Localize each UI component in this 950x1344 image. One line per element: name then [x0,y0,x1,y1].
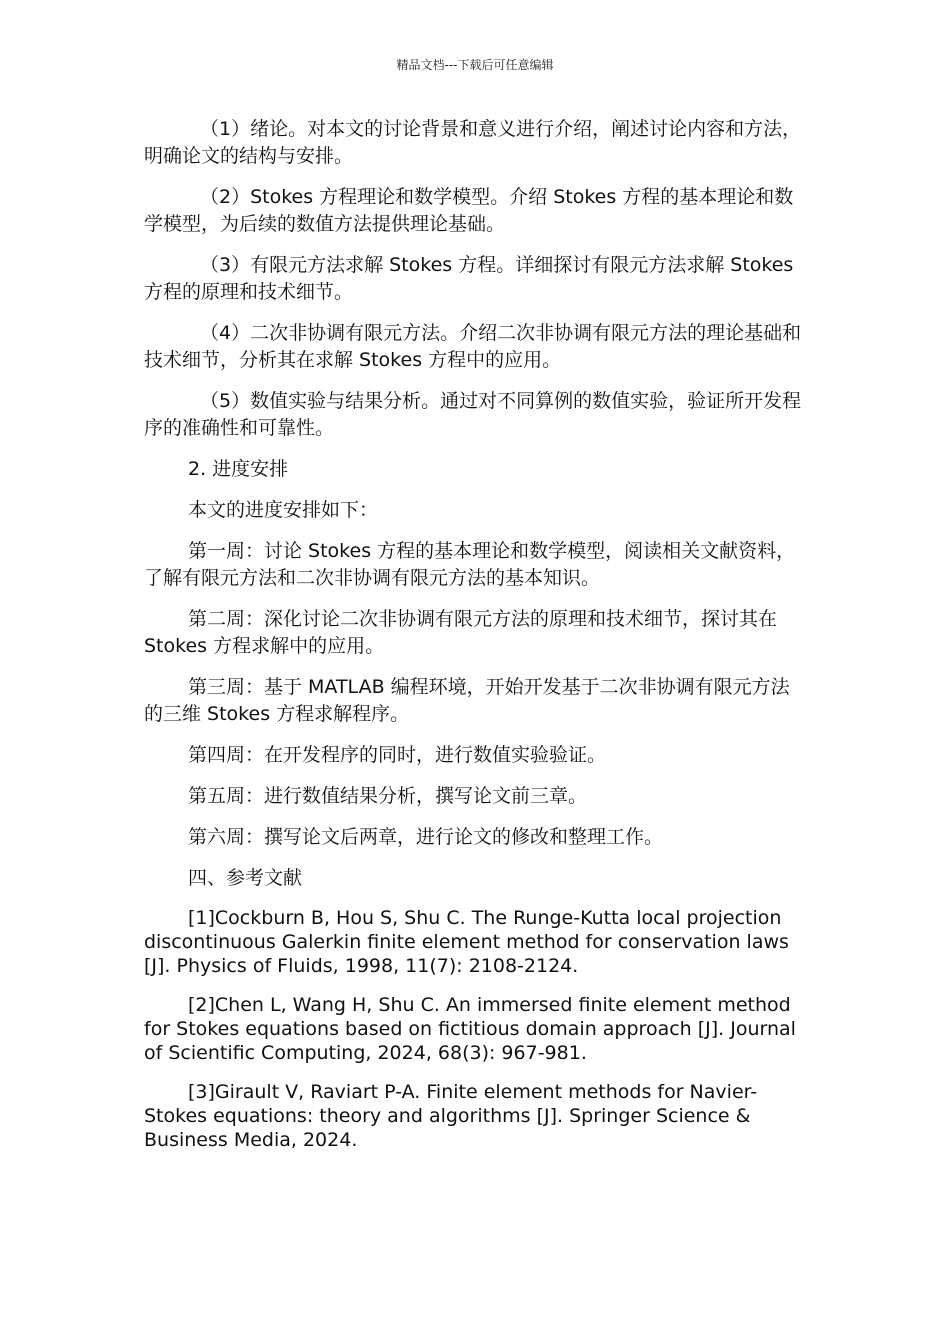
schedule-week-6: 第六周：撰写论文后两章，进行论文的修改和整理工作。 [188,826,664,848]
page-header: 精品文档---下载后可任意编辑 [396,58,554,72]
schedule-heading: 2. 进度安排 [188,458,289,480]
outline-item-3: （3）有限元方法求解 Stokes 方程。详细探讨有限元方法求解 Stokes 方程的原理和技术细节。 [144,254,794,303]
schedule-intro: 本文的进度安排如下： [188,499,379,521]
schedule-week-2: 第二周：深化讨论二次非协调有限元方法的原理和技术细节，探讨其在 Stokes 方程求解中的应用。 [144,608,778,657]
schedule-week-3: 第三周：基于 MATLAB 编程环境，开始开发基于二次非协调有限元方法的三维 Stokes 方程求解程序。 [144,676,790,725]
outline-item-5: （5）数值实验与结果分析。通过对不同算例的数值实验，验证所开发程序的准确性和可靠性。 [144,390,802,439]
document-body [144,116,808,1167]
schedule-week-4: 第四周：在开发程序的同时，进行数值实验验证。 [188,744,607,766]
schedule-week-5: 第五周：进行数值结果分析，撰写论文前三章。 [188,785,588,807]
outline-item-2: （2）Stokes 方程理论和数学模型。介绍 Stokes 方程的基本理论和数学模型，为后续的数值方法提供理论基础。 [144,186,794,235]
outline-item-4: （4）二次非协调有限元方法。介绍二次非协调有限元方法的理论基础和技术细节，分析其在求解 Stokes 方程中的应用。 [144,322,802,371]
schedule-week-1: 第一周：讨论 Stokes 方程的基本理论和数学模型，阅读相关文献资料，了解有限元方法和二次非协调有限元方法的基本知识。 [144,540,796,589]
references-heading: 四、参考文献 [188,867,303,889]
reference-1: [1]Cockburn B, Hou S, Shu C. The Runge-Kutta local projection discontinuous Galerkin finite element method for conservation laws [J]. Physics of Fluids, 1998, 11(7): 2108-2124. [144,907,789,977]
reference-3: [3]Girault V, Raviart P-A. Finite element methods for Navier-Stokes equations: theory and algorithms [J]. Springer Science & Business Media, 2024. [144,1081,758,1151]
reference-2: [2]Chen L, Wang H, Shu C. An immersed finite element method for Stokes equations based on fictitious domain approach [J]. Journal of Scientific Computing, 2024, 68(3): 967-981. [144,994,796,1064]
outline-item-1: （1）绪论。对本文的讨论背景和意义进行介绍，阐述讨论内容和方法，明确论文的结构与安排。 [144,118,802,167]
